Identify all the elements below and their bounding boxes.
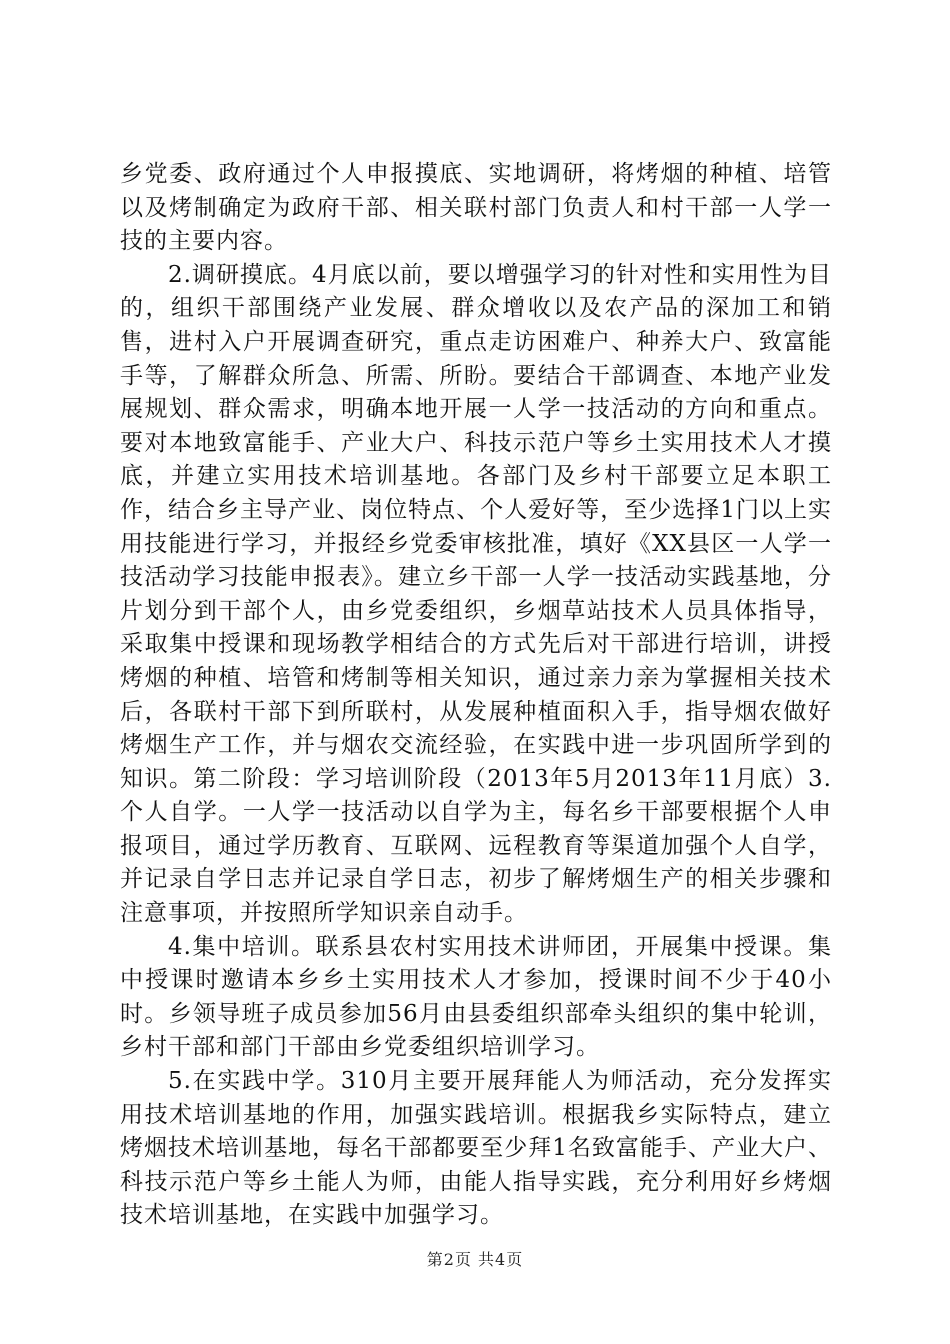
paragraph-1: 乡党委、政府通过个人申报摸底、实地调研，将烤烟的种植、培管以及烤制确定为政府干部、相关联村部门负责人和村干部一人学一技的主要内容。 <box>120 161 832 255</box>
document-body <box>120 158 832 1233</box>
page-number-footer: 第2页 共4页 <box>426 1250 524 1269</box>
paragraph-3: 4.集中培训。联系县农村实用技术讲师团，开展集中授课。集中授课时邀请本乡乡土实用技术人才参加，授课时间不少于40小时。乡领导班子成员参加56月由县委组织部牵头组织的集中轮训，乡村干部和部门干部由乡党委组织培训学习。 <box>120 933 832 1061</box>
paragraph-4: 5.在实践中学。310月主要开展拜能人为师活动，充分发挥实用技术培训基地的作用，加强实践培训。根据我乡实际特点，建立烤烟技术培训基地，每名干部都要至少拜1名致富能手、产业大户、科技示范户等乡土能人为师，由能人指导实践，充分利用好乡烤烟技术培训基地，在实践中加强学习。 <box>120 1068 832 1229</box>
paragraph-2: 2.调研摸底。4月底以前，要以增强学习的针对性和实用性为目的，组织干部围绕产业发展、群众增收以及农产品的深加工和销售，进村入户开展调查研究，重点走访困难户、种养大户、致富能手等，了解群众所急、所需、所盼。要结合干部调查、本地产业发展规划、群众需求，明确本地开展一人学一技活动的方向和重点。要对本地致富能手、产业大户、科技示范户等乡土实用技术人才摸底，并建立实用技术培训基地。各部门及乡村干部要立足本职工作，结合乡主导产业、岗位特点、个人爱好等，至少选择1门以上实用技能进行学习，并报经乡党委审核批准，填好《XX县区一人学一技活动学习技能申报表》。建立乡干部一人学一技活动实践基地，分片划分到干部个人，由乡党委组织，乡烟草站技术人员具体指导，采取集中授课和现场教学相结合的方式先后对干部进行培训，讲授烤烟的种植、培管和烤制等相关知识，通过亲力亲为掌握相关技术后，各联村干部下到所联村，从发展种植面积入手，指导烟农做好烤烟生产工作，并与烟农交流经验，在实践中进一步巩固所学到的知识。第二阶段：学习培训阶段（2013年5月2013年11月底）3.个人自学。一人学一技活动以自学为主，每名乡干部要根据个人申报项目，通过学历教育、互联网、远程教育等渠道加强个人自学，并记录自学日志并记录自学日志，初步了解烤烟生产的相关步骤和注意事项，并按照所学知识亲自动手。 <box>120 261 832 927</box>
